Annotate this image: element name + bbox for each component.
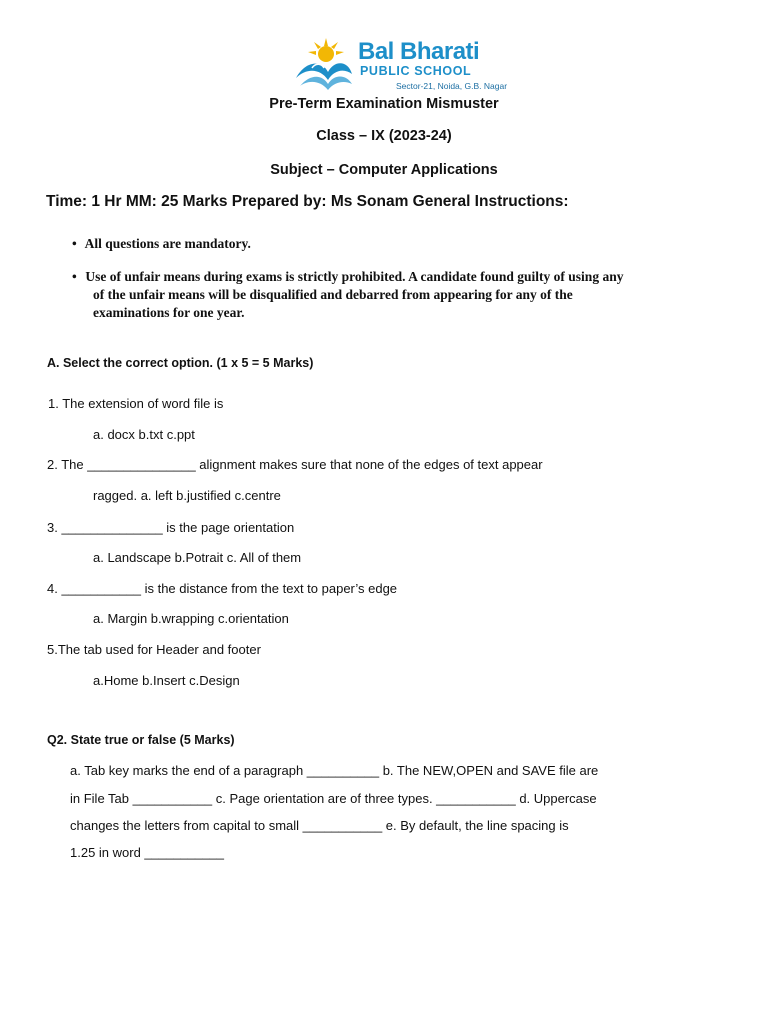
question-2: 2. The _______________ alignment makes sure that none of the edges of text appear xyxy=(47,457,543,472)
instruction-text: All questions are mandatory. xyxy=(84,236,251,251)
question-5-options: a.Home b.Insert c.Design xyxy=(93,673,240,688)
question-2-options: ragged. a. left b.justified c.centre xyxy=(93,488,281,503)
true-false-line: a. Tab key marks the end of a paragraph __________ b. The NEW,OPEN and SAVE file are xyxy=(70,763,599,778)
class-line: Class – IX (2023-24) xyxy=(316,128,452,144)
school-logo xyxy=(292,38,508,96)
true-false-line: changes the letters from capital to small ___________ e. By default, the line spacing is xyxy=(70,818,569,833)
question-1: 1. The extension of word file is xyxy=(48,396,224,411)
question-3: 3. ______________ is the page orientation xyxy=(47,520,295,535)
logo-school-name: Bal Bharati xyxy=(358,38,480,65)
instruction-text-cont: of the unfair means will be disqualified and debarred from appearing for any of the xyxy=(93,287,573,302)
true-false-line: 1.25 in word ___________ xyxy=(70,845,224,860)
question-4-options: a. Margin b.wrapping c.orientation xyxy=(93,611,289,626)
true-false-line: in File Tab ___________ c. Page orientation are of three types. ___________ d. Uppercase xyxy=(70,791,597,806)
section-a-heading: A. Select the correct option. (1 x 5 = 5 Marks) xyxy=(47,356,314,370)
question-3-options: a. Landscape b.Potrait c. All of them xyxy=(93,550,302,565)
question-1-options: a. docx b.txt c.ppt xyxy=(93,427,195,442)
bullet-icon: • xyxy=(72,236,77,251)
logo-address: Sector-21, Noida, G.B. Nagar xyxy=(396,81,508,91)
instruction-text: Use of unfair means during exams is strictly prohibited. A candidate found guilty of using any xyxy=(85,269,624,284)
question-5: 5.The tab used for Header and footer xyxy=(47,642,261,657)
bullet-icon: • xyxy=(72,269,77,284)
school-emblem-icon xyxy=(292,38,354,94)
instruction-item xyxy=(72,235,251,253)
time-marks-line: Time: 1 Hr MM: 25 Marks Prepared by: Ms Sonam General Instructions: xyxy=(46,193,569,210)
instruction-text-cont: examinations for one year. xyxy=(93,305,245,320)
section-b-heading: Q2. State true or false (5 Marks) xyxy=(47,733,235,747)
question-4: 4. ___________ is the distance from the text to paper’s edge xyxy=(47,581,398,596)
subject-line: Subject – Computer Applications xyxy=(270,162,498,178)
logo-school-type: PUBLIC SCHOOL xyxy=(360,64,472,78)
instruction-item xyxy=(72,268,623,322)
exam-title: Pre-Term Examination Mismuster xyxy=(269,96,499,112)
